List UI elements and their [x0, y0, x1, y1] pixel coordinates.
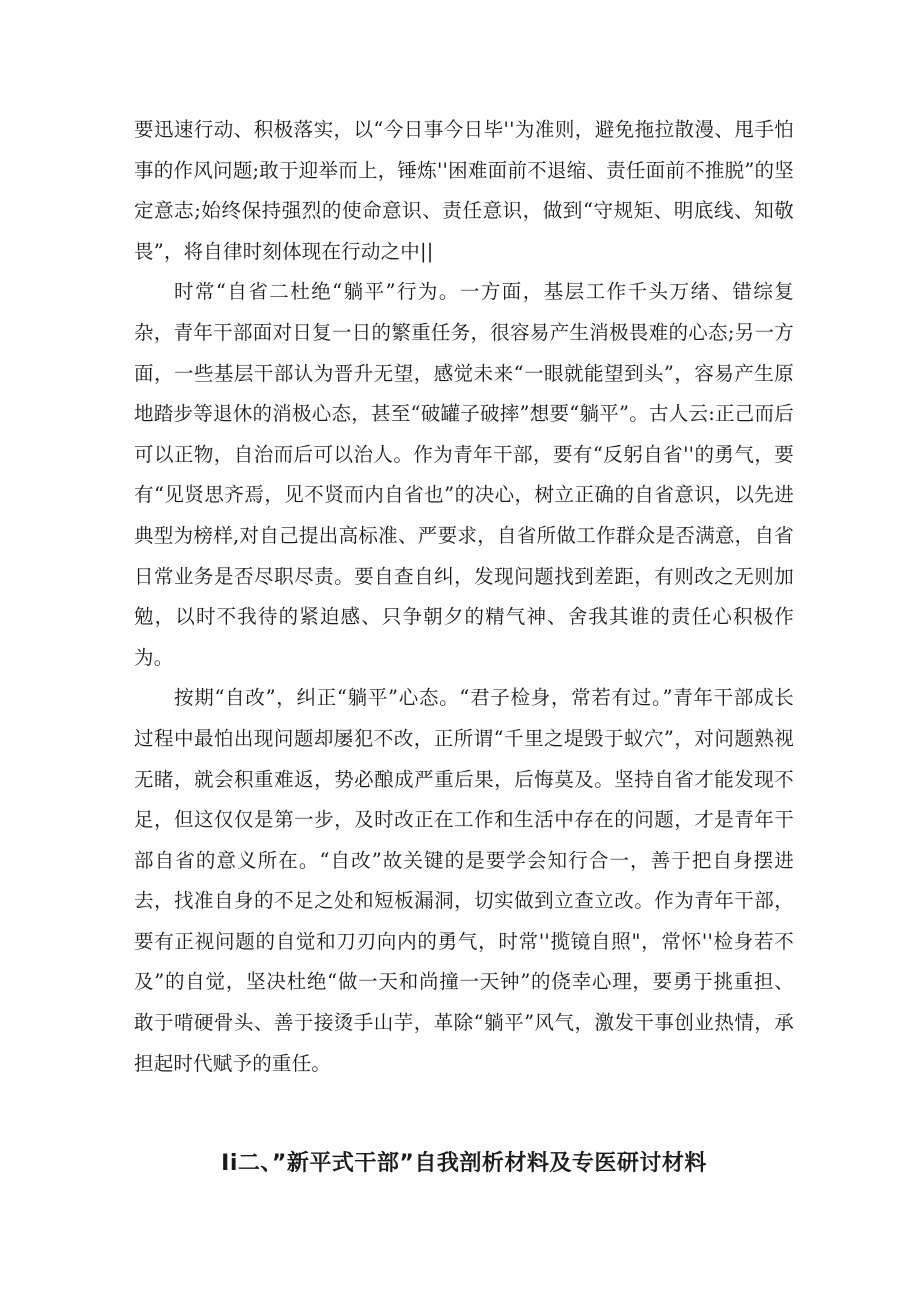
- paragraph-self-reflection: 时常“自省二杜绝“躺平”行为。一方面，基层工作千头万绪、错综复杂，青年干部面对日复一日的繁重任务，很容易产生消极畏难的心态;另一方面，一些基层干部认为晋升无望，感觉未来“一眼就能望到头”，容易产生原地踏步等退休的消极心态，甚至“破罐子破摔”想要“躺平”。古人云:正己而后可以正物，自治而后可以治人。作为青年干部，要有“反躬自省''的勇气，要有“见贤思齐焉，见不贤而内自省也”的决心，树立正确的自省意识，以先进典型为榜样,对自己提出高标准、严要求，自省所做工作群众是否满意，自省日常业务是否尽职尽责。要自查自纠，发现问题找到差距，有则改之无则加勉，以时不我待的紧迫感、只争朝夕的精气神、舍我其谁的责任心积极作为。: [134, 280, 794, 669]
- paragraph-self-correction: 按期“自改”，纠正“躺平”心态。“君子检身，常若有过。”青年干部成长过程中最怕出现问题却屡犯不改，正所谓“千里之堤毁于蚁穴”，对问题熟视无睹，就会积重难返，势必酿成严重后果，后悔莫及。坚持自省才能发现不足，但这仅仅是第一步，及时改正在工作和生活中存在的问题，才是青年干部自省的意义所在。“自改”故关键的是要学会知行合一，善于把自身摆进去，找准自身的不足之处和短板漏洞，切实做到立查立改。作为青年干部，要有正视问题的自觉和刀刃向内的勇气，时常''揽镜自照"，常怀''检身若不及”的自觉，坚决杜绝“做一天和尚撞一天钟”的侥幸心理，要勇于挑重担、敢于啃硬骨头、善于接烫手山芋，革除“躺平”风气，激发干事创业热情，承担起时代赋予的重任。: [134, 686, 794, 1075]
- section-heading: Ii二、”新平式干部”自我剖析材料及专医研讨材料: [221, 1151, 707, 1176]
- document-page: [134, 110, 794, 1176]
- paragraph-self-discipline-continuation: 要迅速行动、积极落实，以“今日事今日毕''为准则，避免拖拉散漫、甩手怕事的作风问题;敢于迎举而上，锤炼''困难面前不退缩、责任面前不推脱”的坚定意志;始终保持强烈的使命意识、责任意识，做到“守规矩、明底线、知敬畏”，将自律时刻体现在行动之中||: [134, 118, 794, 263]
